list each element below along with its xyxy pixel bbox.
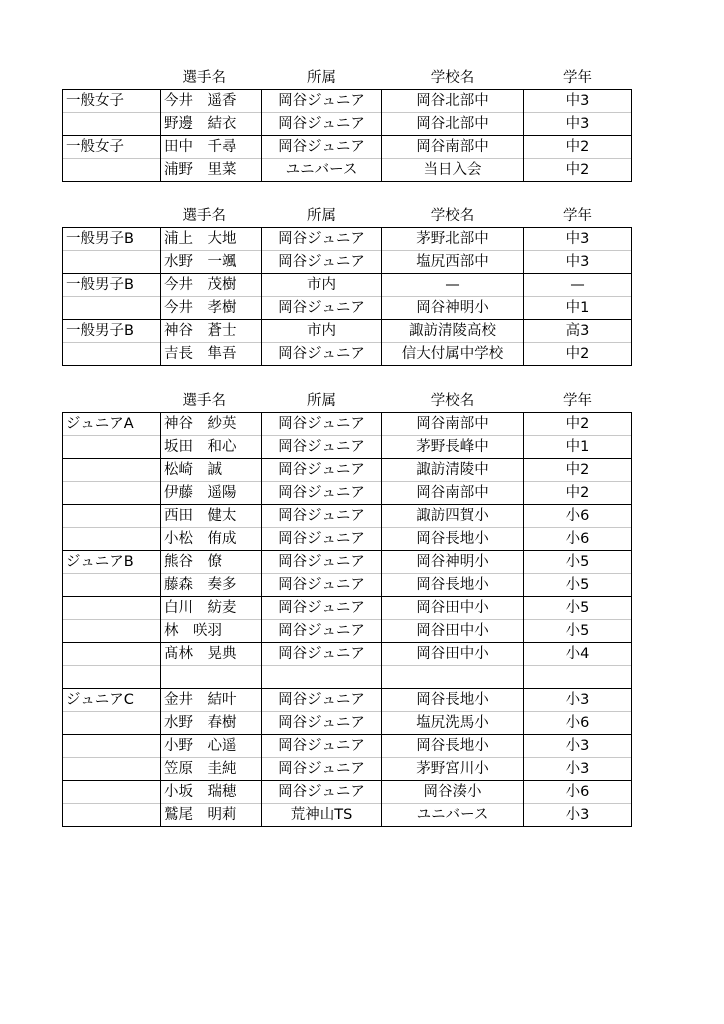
player-grade: 小3 — [524, 804, 632, 827]
category-cell — [63, 297, 161, 320]
player-affiliation: 岡谷ジュニア — [262, 251, 382, 274]
player-affiliation: 岡谷ジュニア — [262, 643, 382, 666]
player-grade: 中2 — [524, 136, 632, 159]
player-name: 松崎 誠 — [161, 459, 262, 482]
player-affiliation: 市内 — [262, 320, 382, 343]
header-grade: 学年 — [563, 393, 592, 409]
player-grade: 小5 — [524, 551, 632, 574]
category-label: 一般女子 — [63, 90, 161, 113]
player-grade: — — [524, 274, 632, 297]
player-affiliation: 岡谷ジュニア — [262, 574, 382, 597]
section-general-women — [62, 67, 632, 182]
player-affiliation: 岡谷ジュニア — [262, 228, 382, 251]
header-affiliation: 所属 — [307, 70, 336, 86]
header-grade: 学年 — [563, 208, 592, 224]
player-school: 塩尻西部中 — [382, 251, 524, 274]
category-cell — [63, 113, 161, 136]
roster-table — [62, 205, 632, 366]
header-category — [63, 390, 161, 413]
player-name: 吉長 隼吾 — [161, 343, 262, 366]
player-affiliation: 岡谷ジュニア — [262, 459, 382, 482]
player-grade: 中2 — [524, 459, 632, 482]
table-row — [63, 320, 632, 343]
player-grade: 中3 — [524, 228, 632, 251]
player-affiliation: 岡谷ジュニア — [262, 90, 382, 113]
category-label — [63, 505, 161, 528]
table-row — [63, 689, 632, 712]
player-school: 岡谷長地小 — [382, 528, 524, 551]
category-label — [63, 781, 161, 804]
player-name — [161, 666, 262, 689]
player-affiliation: 岡谷ジュニア — [262, 597, 382, 620]
header-affiliation: 所属 — [307, 393, 336, 409]
player-name: 林 咲羽 — [161, 620, 262, 643]
category-cell — [63, 712, 161, 735]
category-label: 一般男子B — [63, 274, 161, 297]
category-label — [63, 735, 161, 758]
header-row — [63, 390, 632, 413]
player-name: 藤森 奏多 — [161, 574, 262, 597]
table-row — [63, 228, 632, 251]
category-cell — [63, 804, 161, 827]
player-school: 岡谷北部中 — [382, 90, 524, 113]
player-name: 野邊 結衣 — [161, 113, 262, 136]
player-name: 笠原 圭純 — [161, 758, 262, 781]
player-grade: 小4 — [524, 643, 632, 666]
player-affiliation: 岡谷ジュニア — [262, 436, 382, 459]
player-name: 浦上 大地 — [161, 228, 262, 251]
player-name: 今井 遥香 — [161, 90, 262, 113]
player-name: 鷲尾 明莉 — [161, 804, 262, 827]
table-row — [63, 343, 632, 366]
header-name: 選手名 — [182, 208, 226, 224]
category-cell — [63, 620, 161, 643]
category-cell — [63, 758, 161, 781]
header-affiliation: 所属 — [307, 208, 336, 224]
player-affiliation: 市内 — [262, 274, 382, 297]
player-school: 岡谷南部中 — [382, 413, 524, 436]
table-row — [63, 528, 632, 551]
player-grade: 中3 — [524, 90, 632, 113]
player-grade: 小6 — [524, 528, 632, 551]
category-label: 一般女子 — [63, 136, 161, 159]
header-category — [63, 205, 161, 228]
table-row — [63, 482, 632, 505]
header-category — [63, 67, 161, 90]
player-name: 西田 健太 — [161, 505, 262, 528]
player-name: 水野 一颯 — [161, 251, 262, 274]
section-junior — [62, 390, 632, 827]
player-name: 小坂 瑞穂 — [161, 781, 262, 804]
table-row — [63, 620, 632, 643]
category-label: ジュニアA — [63, 413, 161, 436]
header-school: 学校名 — [430, 208, 475, 224]
category-cell — [63, 436, 161, 459]
player-affiliation: 岡谷ジュニア — [262, 758, 382, 781]
table-row — [63, 274, 632, 297]
player-school: 岡谷長地小 — [382, 574, 524, 597]
category-cell — [63, 159, 161, 182]
category-label: ジュニアC — [63, 689, 161, 712]
header-school: 学校名 — [430, 393, 475, 409]
table-row — [63, 159, 632, 182]
player-grade — [524, 666, 632, 689]
header-row — [63, 67, 632, 90]
header-row — [63, 205, 632, 228]
section-general-men-b — [62, 205, 632, 366]
table-row — [63, 90, 632, 113]
player-name: 神谷 蒼士 — [161, 320, 262, 343]
category-label: 一般男子B — [63, 320, 161, 343]
category-label — [63, 459, 161, 482]
player-grade: 小3 — [524, 689, 632, 712]
player-school — [382, 666, 524, 689]
player-affiliation: 岡谷ジュニア — [262, 689, 382, 712]
player-school: ユニバース — [382, 804, 524, 827]
table-row — [63, 804, 632, 827]
table-row — [63, 712, 632, 735]
table-row — [63, 436, 632, 459]
player-grade: 小6 — [524, 781, 632, 804]
category-cell — [63, 528, 161, 551]
player-name: 熊谷 僚 — [161, 551, 262, 574]
table-row — [63, 505, 632, 528]
player-name: 神谷 紗英 — [161, 413, 262, 436]
player-school: 岡谷田中小 — [382, 643, 524, 666]
player-grade: 中1 — [524, 436, 632, 459]
player-school: 諏訪四賀小 — [382, 505, 524, 528]
player-name: 金井 結叶 — [161, 689, 262, 712]
player-name: 小松 侑成 — [161, 528, 262, 551]
player-grade: 中2 — [524, 159, 632, 182]
player-affiliation: 岡谷ジュニア — [262, 113, 382, 136]
player-grade: 中2 — [524, 482, 632, 505]
player-grade: 小6 — [524, 712, 632, 735]
category-cell — [63, 343, 161, 366]
player-grade: 小3 — [524, 758, 632, 781]
player-name: 今井 孝樹 — [161, 297, 262, 320]
player-affiliation: 岡谷ジュニア — [262, 712, 382, 735]
player-affiliation — [262, 666, 382, 689]
table-row — [63, 643, 632, 666]
player-school: 茅野宮川小 — [382, 758, 524, 781]
player-affiliation: 岡谷ジュニア — [262, 505, 382, 528]
player-school: 岡谷長地小 — [382, 689, 524, 712]
player-school: 信大付属中学校 — [382, 343, 524, 366]
player-school: 茅野長峰中 — [382, 436, 524, 459]
player-school: 岡谷神明小 — [382, 551, 524, 574]
player-grade: 中3 — [524, 113, 632, 136]
player-name: 今井 茂樹 — [161, 274, 262, 297]
player-name: 水野 春樹 — [161, 712, 262, 735]
table-row — [63, 597, 632, 620]
player-school: 岡谷湊小 — [382, 781, 524, 804]
player-school: 諏訪清陵高校 — [382, 320, 524, 343]
player-name: 浦野 里菜 — [161, 159, 262, 182]
player-affiliation: 岡谷ジュニア — [262, 735, 382, 758]
player-name: 髙林 晃典 — [161, 643, 262, 666]
player-affiliation: 岡谷ジュニア — [262, 620, 382, 643]
category-cell — [63, 251, 161, 274]
player-name: 田中 千尋 — [161, 136, 262, 159]
player-grade: 高3 — [524, 320, 632, 343]
player-grade: 小3 — [524, 735, 632, 758]
category-cell — [63, 666, 161, 689]
player-school: 茅野北部中 — [382, 228, 524, 251]
player-school: 岡谷南部中 — [382, 482, 524, 505]
player-affiliation: 岡谷ジュニア — [262, 136, 382, 159]
header-name: 選手名 — [182, 70, 226, 86]
player-affiliation: 岡谷ジュニア — [262, 343, 382, 366]
player-affiliation: ユニバース — [262, 159, 382, 182]
category-label: 一般男子B — [63, 228, 161, 251]
player-affiliation: 岡谷ジュニア — [262, 551, 382, 574]
player-school: 岡谷神明小 — [382, 297, 524, 320]
player-affiliation: 岡谷ジュニア — [262, 528, 382, 551]
player-school: 岡谷田中小 — [382, 597, 524, 620]
player-grade: 小5 — [524, 620, 632, 643]
player-name: 白川 紡麦 — [161, 597, 262, 620]
category-label — [63, 597, 161, 620]
player-school: 岡谷田中小 — [382, 620, 524, 643]
table-row — [63, 735, 632, 758]
player-school: 塩尻洗馬小 — [382, 712, 524, 735]
header-grade: 学年 — [563, 70, 592, 86]
player-name: 坂田 和心 — [161, 436, 262, 459]
player-grade: 中3 — [524, 251, 632, 274]
category-cell — [63, 482, 161, 505]
player-school: 諏訪清陵中 — [382, 459, 524, 482]
table-row — [63, 551, 632, 574]
player-grade: 中2 — [524, 413, 632, 436]
category-cell — [63, 574, 161, 597]
player-school: — — [382, 274, 524, 297]
player-affiliation: 岡谷ジュニア — [262, 413, 382, 436]
player-grade: 中1 — [524, 297, 632, 320]
player-grade: 小5 — [524, 574, 632, 597]
player-affiliation: 荒神山TS — [262, 804, 382, 827]
player-grade: 小6 — [524, 505, 632, 528]
player-school: 岡谷南部中 — [382, 136, 524, 159]
player-name: 小野 心遥 — [161, 735, 262, 758]
header-name: 選手名 — [182, 393, 226, 409]
table-row — [63, 113, 632, 136]
table-row — [63, 413, 632, 436]
category-label: ジュニアB — [63, 551, 161, 574]
roster-table — [62, 390, 632, 827]
player-name: 伊藤 遥陽 — [161, 482, 262, 505]
table-row — [63, 297, 632, 320]
player-school: 岡谷北部中 — [382, 113, 524, 136]
player-grade: 中2 — [524, 343, 632, 366]
table-row — [63, 459, 632, 482]
player-school: 当日入会 — [382, 159, 524, 182]
player-school: 岡谷長地小 — [382, 735, 524, 758]
header-school: 学校名 — [430, 70, 475, 86]
player-affiliation: 岡谷ジュニア — [262, 297, 382, 320]
category-label — [63, 643, 161, 666]
player-affiliation: 岡谷ジュニア — [262, 781, 382, 804]
table-row — [63, 781, 632, 804]
table-row — [63, 758, 632, 781]
table-row — [63, 666, 632, 689]
player-grade: 小5 — [524, 597, 632, 620]
table-row — [63, 136, 632, 159]
table-row — [63, 251, 632, 274]
roster-table — [62, 67, 632, 182]
player-affiliation: 岡谷ジュニア — [262, 482, 382, 505]
table-row — [63, 574, 632, 597]
